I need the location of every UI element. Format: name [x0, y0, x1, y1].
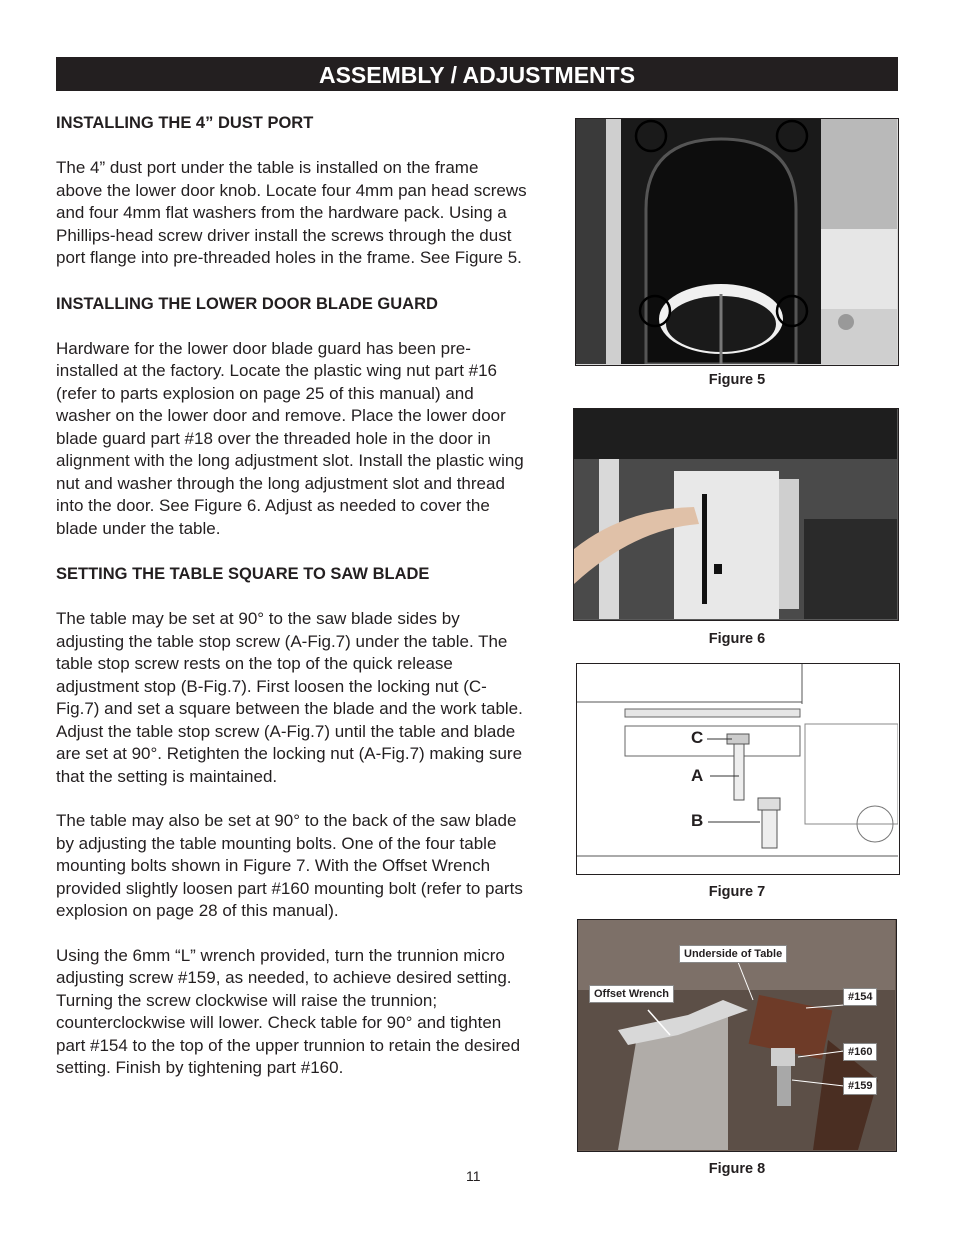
- paragraph-table-square-2: The table may also be set at 90° to the back of the saw blade by adjusting the table mounting bolts. One of the four table mounting bolts shown in Figure 7. With the Offset Wrench provided slightly loosen part #160 mounting bolt (refer to parts explosion on page 28 of this manual).: [56, 811, 523, 920]
- section-heading-table-square: SETTING THE TABLE SQUARE TO SAW BLADE: [56, 565, 430, 583]
- figure-7-caption: Figure 7: [708, 884, 766, 900]
- section-banner: ASSEMBLY / ADJUSTMENTS: [56, 57, 898, 91]
- figure-8-label-part-159: #159: [843, 1077, 877, 1095]
- section-heading-blade-guard: INSTALLING THE LOWER DOOR BLADE GUARD: [56, 294, 438, 313]
- figure-8-photo: [577, 919, 897, 1152]
- paragraph-blade-guard: Hardware for the lower door blade guard has been pre-installed at the factory. Locate the plastic wing nut part #16 (refer to parts explosion on page 25 of this manual) and washer on the lower door and remove. Place the lower door blade guard part #18 over the threaded hole in the door in alignment with the long adjustment slot. Install the plastic wing nut and washer through the long adjustment slot and thread into the door. See Figure 6. Adjust as needed to cover the blade under the table.: [56, 338, 524, 538]
- section-heading-dust-port: INSTALLING THE 4” DUST PORT: [56, 114, 314, 132]
- figure-8-label-part-160: #160: [843, 1043, 877, 1061]
- figure-7-label-b: B: [691, 811, 704, 830]
- figure-8-caption: Figure 8: [708, 1161, 766, 1177]
- figure-7-label-a: A: [691, 766, 704, 785]
- figure-6-caption: Figure 6: [708, 631, 766, 647]
- paragraph-table-square-3: Using the 6mm “L” wrench provided, turn the trunnion micro adjusting screw #159, as needed, to achieve desired setting. Turning the screw clockwise will raise the trunnion; counterclockwise will lower. Check table for 90° and tighten part #154 to the top of the upper trunnion to retain the desired setting. Finish by tightening part #160.: [56, 945, 521, 1077]
- figure-7-diagram: [576, 663, 900, 875]
- figure-8-label-offset-wrench: Offset Wrench: [589, 985, 674, 1003]
- page-number: 11: [466, 1168, 481, 1184]
- paragraph-dust-port: The 4” dust port under the table is installed on the frame above the lower door knob. Locate four 4mm pan head screws and four 4mm flat washers from the hardware pack. Using a Phillips-head screw driver install the screws through the dust port flange into pre-threaded holes in the frame. See Figure 5.: [56, 158, 527, 267]
- figure-8-label-part-154: #154: [843, 988, 877, 1006]
- figure-5-caption: Figure 5: [708, 372, 766, 388]
- figure-5-photo: [575, 118, 899, 366]
- body-text-column: [56, 112, 528, 1080]
- figure-6-photo: [573, 408, 899, 621]
- figure-7-label-c: C: [691, 728, 704, 747]
- paragraph-table-square-1: The table may be set at 90° to the saw blade sides by adjusting the table stop screw (A-Fig.7) under the table. The table stop screw rests on the top of the quick release adjustment stop (B-Fig.7). First loosen the locking nut (C-Fig.7) and set a square between the blade and the work table. Adjust the table stop screw (A-Fig.7) until the table and blade are set at 90°. Retighten the locking nut (A-Fig.7) making sure that the setting is maintained.: [56, 609, 523, 786]
- figure-8-label-underside-of-table: Underside of Table: [679, 945, 787, 963]
